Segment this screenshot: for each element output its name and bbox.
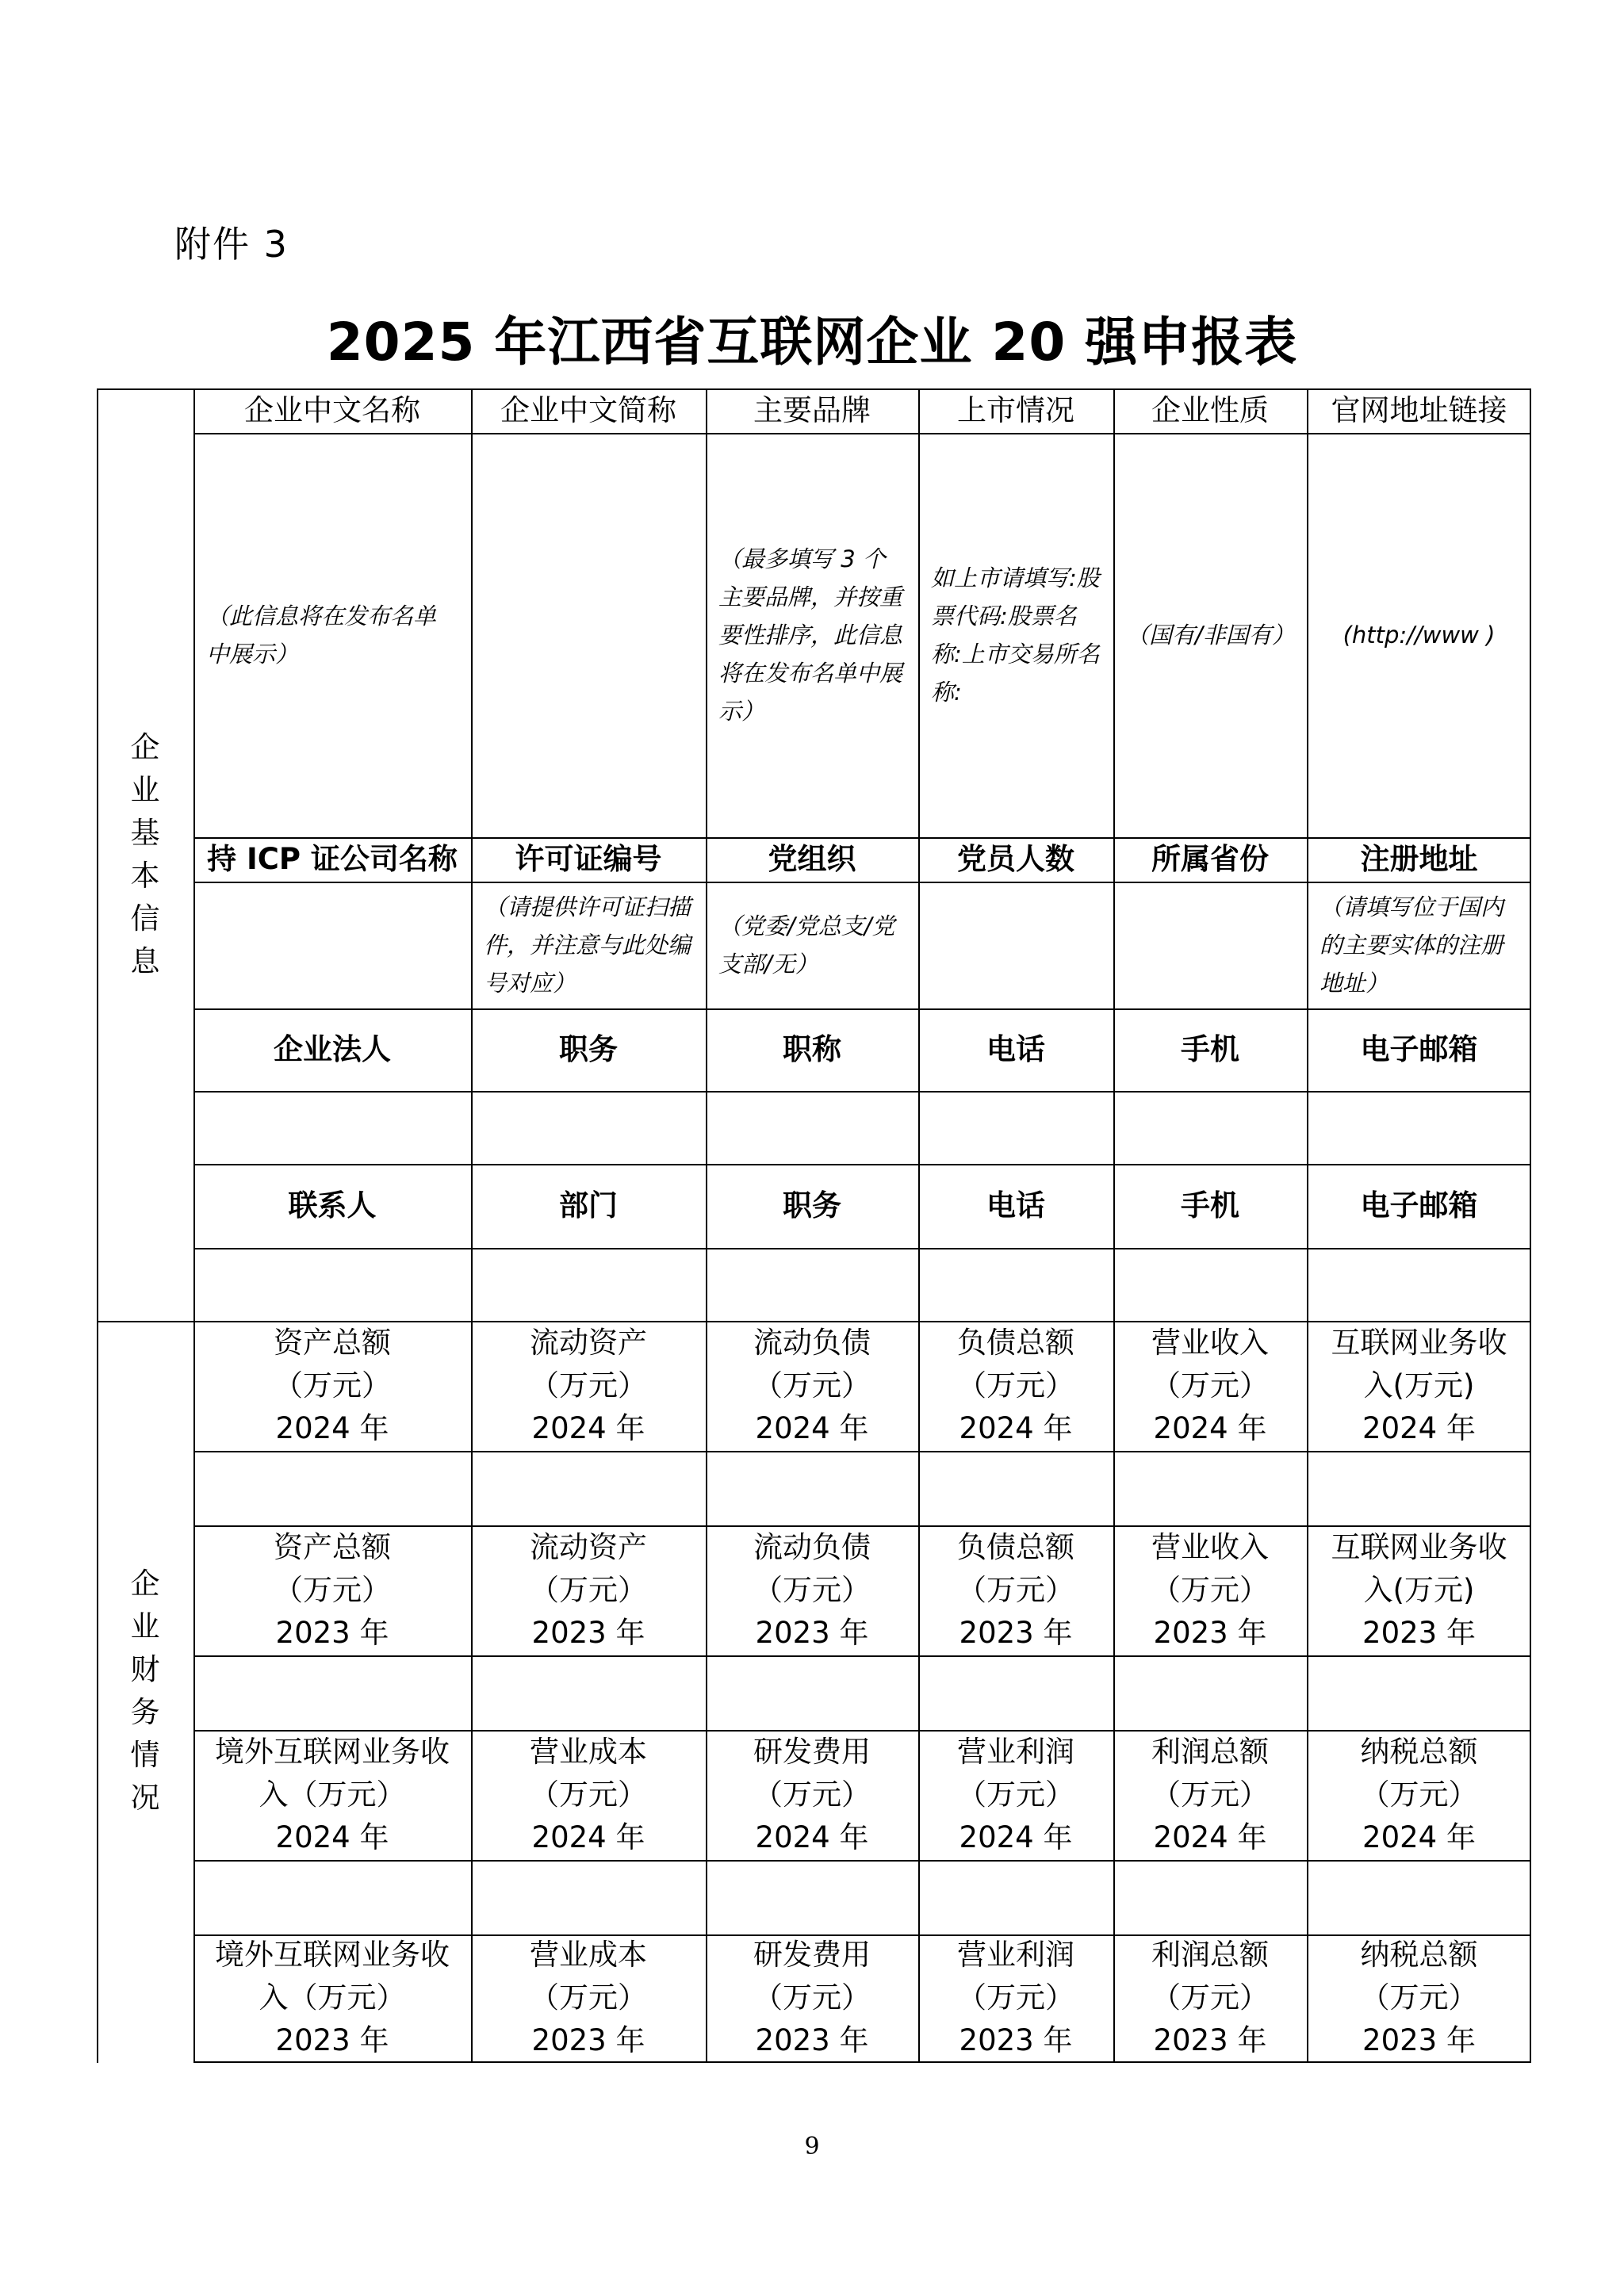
financial-header-cell bbox=[193, 1321, 471, 1451]
financial-year: 2023 年 bbox=[959, 2023, 1073, 2057]
input-cell bbox=[1113, 1248, 1307, 1321]
header-cell: 电子邮箱 bbox=[1360, 1032, 1478, 1066]
financial-header-cell bbox=[471, 1321, 706, 1451]
financial-year: 2023 年 bbox=[755, 2023, 869, 2057]
input-cell bbox=[706, 1091, 918, 1164]
financial-year: 2024 年 bbox=[1153, 1411, 1267, 1445]
financial-header-cell bbox=[706, 1730, 918, 1860]
financial-header-cell bbox=[471, 1525, 706, 1655]
financial-label-line: （万元） bbox=[957, 1777, 1074, 1812]
financial-header-cell bbox=[706, 1525, 918, 1655]
input-cell bbox=[193, 1451, 471, 1525]
input-cell bbox=[1307, 1091, 1531, 1164]
row-line bbox=[193, 1248, 1531, 1249]
input-cell bbox=[1113, 1451, 1307, 1525]
financial-label-line: （万元） bbox=[274, 1368, 391, 1402]
financial-label-line: （万元） bbox=[957, 1573, 1074, 1607]
note-cell: （党委/党总支/党支部/无） bbox=[718, 913, 895, 978]
financial-label-line: （万元） bbox=[753, 1980, 871, 2015]
financial-header-cell bbox=[918, 1934, 1113, 2061]
input-cell bbox=[1307, 1451, 1531, 1525]
input-cell bbox=[1113, 1655, 1307, 1730]
financial-label-line: 流动资产 bbox=[530, 1326, 647, 1360]
header-cell: 党员人数 bbox=[957, 842, 1074, 876]
note-cell: (http://www ) bbox=[1342, 622, 1496, 649]
note-cell: （请提供许可证扫描件，并注意与此处编号对应） bbox=[484, 894, 691, 997]
financial-header-cell bbox=[193, 1934, 471, 2061]
financial-year: 2024 年 bbox=[755, 1411, 869, 1445]
financial-year: 2024 年 bbox=[531, 1820, 645, 1854]
page-number: 9 bbox=[804, 2133, 820, 2160]
input-cell bbox=[918, 1091, 1113, 1164]
financial-year: 2024 年 bbox=[959, 1411, 1073, 1445]
financial-label-line: （万元） bbox=[530, 1368, 647, 1402]
input-cell bbox=[706, 1860, 918, 1934]
financial-label-line: 研发费用 bbox=[753, 1735, 871, 1769]
financial-label-line: 营业成本 bbox=[530, 1735, 647, 1769]
financial-year: 2024 年 bbox=[531, 1411, 645, 1445]
financial-year: 2023 年 bbox=[755, 1616, 869, 1650]
financial-label-line: 互联网业务收 bbox=[1331, 1530, 1507, 1564]
financial-header-cell bbox=[918, 1525, 1113, 1655]
header-cell: 企业法人 bbox=[274, 1032, 391, 1066]
input-cell bbox=[1113, 1091, 1307, 1164]
financial-year: 2023 年 bbox=[531, 2023, 645, 2057]
financial-label-line: （万元） bbox=[274, 1573, 391, 1607]
table-border bbox=[97, 388, 98, 2063]
financial-label-line: （万元） bbox=[753, 1368, 871, 1402]
financial-label-line: （万元） bbox=[753, 1573, 871, 1607]
row-line bbox=[193, 1860, 1531, 1862]
financial-label-line: 入（万元） bbox=[259, 1980, 406, 2015]
input-cell bbox=[193, 1248, 471, 1321]
financial-year: 2023 年 bbox=[1362, 1616, 1476, 1650]
financial-label-line: 境外互联网业务收 bbox=[215, 1735, 450, 1769]
header-cell: 持 ICP 证公司名称 bbox=[207, 842, 458, 876]
input-cell bbox=[193, 1655, 471, 1730]
input-cell bbox=[918, 1655, 1113, 1730]
header-cell: 主要品牌 bbox=[753, 393, 871, 427]
financial-year: 2024 年 bbox=[959, 1820, 1073, 1854]
input-cell bbox=[706, 1248, 918, 1321]
financial-label-line: （万元） bbox=[530, 1777, 647, 1812]
financial-label-line: 利润总额 bbox=[1151, 1938, 1269, 1972]
financial-header-cell bbox=[1113, 1525, 1307, 1655]
financial-header-cell bbox=[918, 1321, 1113, 1451]
header-cell: 企业性质 bbox=[1151, 393, 1269, 427]
note-cell: （请填写位于国内的主要实体的注册地址） bbox=[1320, 894, 1504, 997]
financial-year: 2024 年 bbox=[1362, 1411, 1476, 1445]
financial-year: 2023 年 bbox=[1153, 1616, 1267, 1650]
column-line bbox=[193, 388, 195, 2063]
table-border bbox=[1530, 388, 1531, 2063]
financial-header-cell bbox=[193, 1525, 471, 1655]
note-cell: 如上市请填写:股票代码:股票名称:上市交易所名称: bbox=[931, 564, 1100, 706]
category-financial bbox=[97, 1321, 193, 2061]
financial-label-line: 资产总额 bbox=[274, 1326, 391, 1360]
category-basic-info bbox=[97, 388, 193, 1321]
header-cell: 部门 bbox=[559, 1188, 618, 1223]
financial-label-line: 境外互联网业务收 bbox=[215, 1938, 450, 1972]
row-line bbox=[193, 1934, 1531, 1936]
financial-header-cell bbox=[706, 1934, 918, 2061]
financial-label-line: （万元） bbox=[1151, 1368, 1269, 1402]
financial-header-cell bbox=[471, 1730, 706, 1860]
financial-label-line: 入（万元） bbox=[259, 1777, 406, 1812]
column-line bbox=[918, 388, 920, 2063]
category-basic-info-label: 企业基本信息 bbox=[130, 730, 160, 978]
financial-label-line: （万元） bbox=[1151, 1777, 1269, 1812]
financial-label-line: （万元） bbox=[530, 1980, 647, 2015]
financial-label-line: 研发费用 bbox=[753, 1938, 871, 1972]
financial-label-line: 营业利润 bbox=[957, 1938, 1074, 1972]
financial-label-line: 营业成本 bbox=[530, 1938, 647, 1972]
table-border bbox=[193, 2061, 1531, 2063]
header-cell: 注册地址 bbox=[1360, 842, 1478, 876]
input-cell bbox=[1307, 1248, 1531, 1321]
input-cell bbox=[471, 1248, 706, 1321]
input-cell bbox=[471, 1451, 706, 1525]
note-cell: （国有/非国有） bbox=[1126, 622, 1295, 649]
note-cell bbox=[193, 882, 471, 1008]
header-cell: 电子邮箱 bbox=[1360, 1188, 1478, 1223]
financial-label-line: 入(万元) bbox=[1363, 1368, 1475, 1402]
table-border bbox=[97, 388, 1531, 390]
header-cell: 许可证编号 bbox=[515, 842, 662, 876]
financial-year: 2024 年 bbox=[275, 1411, 389, 1445]
financial-year: 2024 年 bbox=[275, 1820, 389, 1854]
row-line bbox=[193, 1008, 1531, 1010]
input-cell bbox=[471, 1860, 706, 1934]
financial-label-line: （万元） bbox=[957, 1980, 1074, 2015]
financial-label-line: 负债总额 bbox=[957, 1326, 1074, 1360]
input-cell bbox=[918, 1451, 1113, 1525]
financial-header-cell bbox=[193, 1730, 471, 1860]
column-line bbox=[471, 388, 473, 2063]
attachment-label: 附件 3 bbox=[174, 223, 289, 266]
row-line bbox=[193, 433, 1531, 434]
header-cell: 电话 bbox=[986, 1032, 1045, 1066]
financial-label-line: 营业收入 bbox=[1151, 1326, 1269, 1360]
input-cell bbox=[1307, 1860, 1531, 1934]
financial-header-cell bbox=[1113, 1934, 1307, 2061]
row-line bbox=[193, 882, 1531, 883]
note-cell bbox=[471, 433, 706, 837]
column-line bbox=[706, 388, 707, 2063]
financial-label-line: （万元） bbox=[1360, 1777, 1478, 1812]
input-cell bbox=[471, 1091, 706, 1164]
financial-year: 2023 年 bbox=[1153, 2023, 1267, 2057]
header-cell: 党组织 bbox=[768, 842, 856, 876]
financial-header-cell bbox=[1113, 1321, 1307, 1451]
header-cell: 所属省份 bbox=[1151, 842, 1269, 876]
financial-label-line: 流动资产 bbox=[530, 1530, 647, 1564]
input-cell bbox=[1307, 1655, 1531, 1730]
financial-year: 2023 年 bbox=[1362, 2023, 1476, 2057]
page-title: 2025 年江西省互联网企业 20 强申报表 bbox=[326, 312, 1298, 373]
financial-header-cell bbox=[706, 1321, 918, 1451]
input-cell bbox=[706, 1451, 918, 1525]
financial-year: 2023 年 bbox=[959, 1616, 1073, 1650]
row-line bbox=[193, 1655, 1531, 1657]
header-cell: 职务 bbox=[559, 1032, 618, 1066]
financial-label-line: 负债总额 bbox=[957, 1530, 1074, 1564]
column-line bbox=[1307, 388, 1308, 2063]
financial-year: 2023 年 bbox=[275, 2023, 389, 2057]
financial-label-line: 营业利润 bbox=[957, 1735, 1074, 1769]
row-line bbox=[193, 1525, 1531, 1527]
note-cell: （最多填写 3 个主要品牌，并按重要性排序，此信息将在发布名单中展示） bbox=[718, 545, 903, 725]
row-line bbox=[193, 1164, 1531, 1165]
financial-label-line: 互联网业务收 bbox=[1331, 1326, 1507, 1360]
header-cell: 手机 bbox=[1181, 1188, 1239, 1223]
financial-year: 2023 年 bbox=[531, 1616, 645, 1650]
financial-label-line: （万元） bbox=[530, 1573, 647, 1607]
input-cell bbox=[1113, 1860, 1307, 1934]
note-cell bbox=[918, 882, 1113, 1008]
financial-label-line: 入(万元) bbox=[1363, 1573, 1475, 1607]
section-divider bbox=[97, 1321, 1531, 1322]
input-cell bbox=[193, 1091, 471, 1164]
input-cell bbox=[918, 1248, 1113, 1321]
header-cell: 企业中文简称 bbox=[500, 393, 676, 427]
financial-header-cell bbox=[1113, 1730, 1307, 1860]
application-form-table bbox=[97, 388, 1531, 2061]
input-cell bbox=[193, 1860, 471, 1934]
financial-label-line: 纳税总额 bbox=[1360, 1735, 1478, 1769]
financial-label-line: 利润总额 bbox=[1151, 1735, 1269, 1769]
header-cell: 上市情况 bbox=[957, 393, 1074, 427]
row-line bbox=[193, 1451, 1531, 1452]
note-cell bbox=[1113, 882, 1307, 1008]
financial-label-line: （万元） bbox=[753, 1777, 871, 1812]
financial-year: 2023 年 bbox=[275, 1616, 389, 1650]
financial-header-cell bbox=[1307, 1934, 1531, 2061]
financial-label-line: 流动负债 bbox=[753, 1326, 871, 1360]
header-cell: 职称 bbox=[783, 1032, 841, 1066]
financial-header-cell bbox=[1307, 1525, 1531, 1655]
financial-year: 2024 年 bbox=[755, 1820, 869, 1854]
header-cell: 联系人 bbox=[288, 1188, 377, 1223]
financial-header-cell bbox=[1307, 1321, 1531, 1451]
note-cell: （此信息将在发布名单中展示） bbox=[206, 603, 437, 668]
header-cell: 电话 bbox=[986, 1188, 1045, 1223]
header-cell: 职务 bbox=[783, 1188, 841, 1223]
financial-header-cell bbox=[471, 1934, 706, 2061]
financial-label-line: （万元） bbox=[1151, 1980, 1269, 2015]
row-line bbox=[193, 1091, 1531, 1093]
input-cell bbox=[471, 1655, 706, 1730]
financial-label-line: 流动负债 bbox=[753, 1530, 871, 1564]
financial-year: 2024 年 bbox=[1362, 1820, 1476, 1854]
financial-header-cell bbox=[918, 1730, 1113, 1860]
header-cell: 官网地址链接 bbox=[1331, 393, 1507, 427]
financial-label-line: 纳税总额 bbox=[1360, 1938, 1478, 1972]
row-line bbox=[193, 1730, 1531, 1732]
financial-label-line: 资产总额 bbox=[274, 1530, 391, 1564]
column-line bbox=[1113, 388, 1115, 2063]
input-cell bbox=[706, 1655, 918, 1730]
financial-label-line: （万元） bbox=[1360, 1980, 1478, 2015]
header-cell: 企业中文名称 bbox=[244, 393, 420, 427]
row-line bbox=[193, 837, 1531, 839]
financial-year: 2024 年 bbox=[1153, 1820, 1267, 1854]
category-financial-label: 企业财务情况 bbox=[130, 1567, 160, 1815]
header-cell: 手机 bbox=[1181, 1032, 1239, 1066]
financial-label-line: （万元） bbox=[1151, 1573, 1269, 1607]
input-cell bbox=[918, 1860, 1113, 1934]
financial-label-line: （万元） bbox=[957, 1368, 1074, 1402]
financial-label-line: 营业收入 bbox=[1151, 1530, 1269, 1564]
financial-header-cell bbox=[1307, 1730, 1531, 1860]
